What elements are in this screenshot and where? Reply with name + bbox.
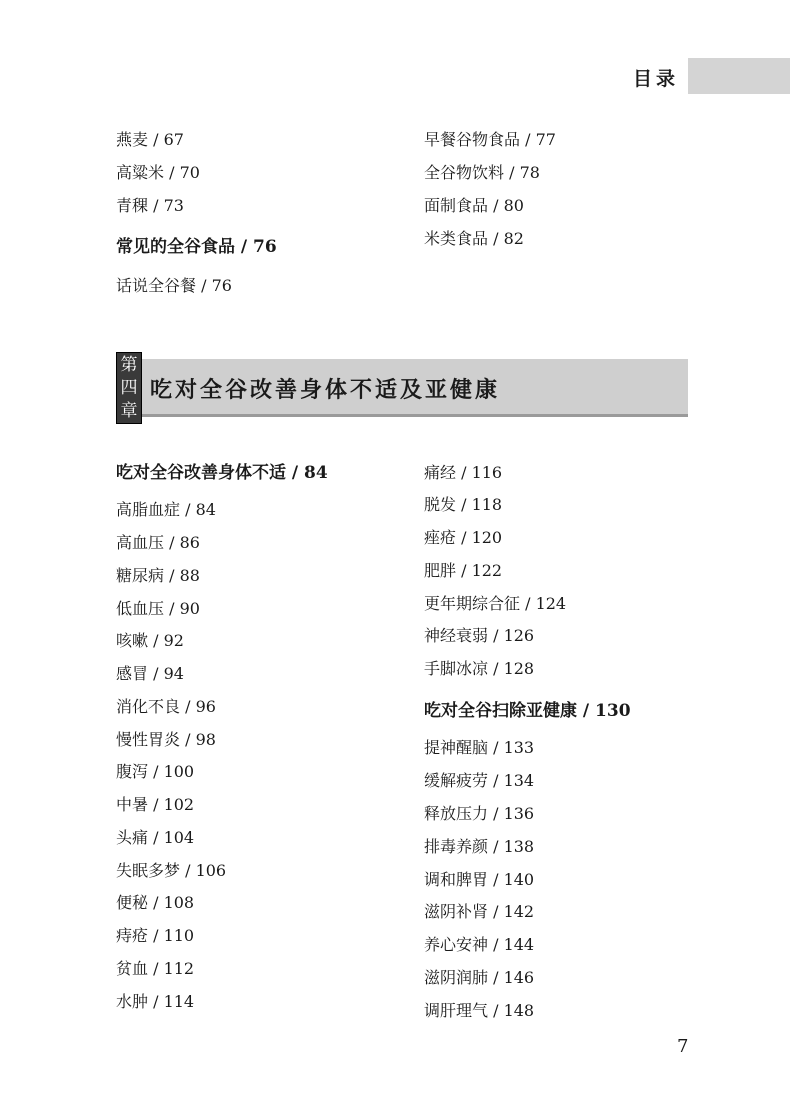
running-head: 目录 <box>633 68 680 90</box>
toc-entry[interactable]: 提神醒脑 / 133 <box>424 738 535 757</box>
toc-entry[interactable]: 脱发 / 118 <box>424 495 503 514</box>
toc-entry[interactable]: 全谷物饮料 / 78 <box>424 163 540 182</box>
chapter-label-char: 第 <box>120 354 138 375</box>
header-tab-decoration <box>688 58 790 94</box>
toc-entry[interactable]: 燕麦 / 67 <box>116 130 184 149</box>
toc-entry[interactable]: 头痛 / 104 <box>116 828 195 847</box>
toc-entry[interactable]: 腹泻 / 100 <box>116 762 195 781</box>
toc-entry[interactable]: 高脂血症 / 84 <box>116 500 216 519</box>
toc-entry[interactable]: 话说全谷餐 / 76 <box>116 276 232 295</box>
toc-entry[interactable]: 低血压 / 90 <box>116 599 200 618</box>
chapter-number-box <box>116 352 142 424</box>
toc-entry[interactable]: 排毒养颜 / 138 <box>424 837 535 856</box>
toc-entry[interactable]: 调和脾胃 / 140 <box>424 870 535 889</box>
toc-section-heading[interactable]: 吃对全谷扫除亚健康 / 130 <box>424 701 631 721</box>
chapter-label-char: 章 <box>120 401 138 422</box>
toc-entry[interactable]: 消化不良 / 96 <box>116 697 216 716</box>
toc-entry[interactable]: 肥胖 / 122 <box>424 561 503 580</box>
toc-entry[interactable]: 米类食品 / 82 <box>424 229 524 248</box>
toc-entry[interactable]: 面制食品 / 80 <box>424 196 524 215</box>
toc-entry[interactable]: 青稞 / 73 <box>116 196 184 215</box>
page-number: 7 <box>677 1036 689 1057</box>
toc-entry[interactable]: 滋阴润肺 / 146 <box>424 968 535 987</box>
toc-entry[interactable]: 神经衰弱 / 126 <box>424 626 535 645</box>
toc-entry[interactable]: 高粱米 / 70 <box>116 163 200 182</box>
toc-entry[interactable]: 水肿 / 114 <box>116 992 195 1011</box>
toc-entry[interactable]: 手脚冰凉 / 128 <box>424 659 535 678</box>
chapter-title[interactable]: 吃对全谷改善身体不适及亚健康 <box>150 378 501 403</box>
toc-entry[interactable]: 更年期综合征 / 124 <box>424 594 567 613</box>
toc-entry[interactable]: 咳嗽 / 92 <box>116 631 184 650</box>
toc-entry[interactable]: 早餐谷物食品 / 77 <box>424 130 556 149</box>
toc-entry[interactable]: 养心安神 / 144 <box>424 935 535 954</box>
toc-entry[interactable]: 失眠多梦 / 106 <box>116 861 227 880</box>
toc-entry[interactable]: 痤疮 / 120 <box>424 528 503 547</box>
toc-entry[interactable]: 中暑 / 102 <box>116 795 195 814</box>
toc-section-heading[interactable]: 吃对全谷改善身体不适 / 84 <box>116 463 328 483</box>
toc-section-heading[interactable]: 常见的全谷食品 / 76 <box>116 237 277 257</box>
toc-entry[interactable]: 调肝理气 / 148 <box>424 1001 535 1020</box>
toc-entry[interactable]: 痛经 / 116 <box>424 463 503 482</box>
chapter-label-char: 四 <box>120 377 138 398</box>
toc-entry[interactable]: 便秘 / 108 <box>116 893 195 912</box>
toc-entry[interactable]: 糖尿病 / 88 <box>116 566 200 585</box>
toc-entry[interactable]: 痔疮 / 110 <box>116 926 195 945</box>
toc-entry[interactable]: 释放压力 / 136 <box>424 804 535 823</box>
toc-entry[interactable]: 贫血 / 112 <box>116 959 195 978</box>
toc-entry[interactable]: 缓解疲劳 / 134 <box>424 771 535 790</box>
toc-entry[interactable]: 慢性胃炎 / 98 <box>116 730 216 749</box>
toc-entry[interactable]: 滋阴补肾 / 142 <box>424 902 535 921</box>
toc-entry[interactable]: 高血压 / 86 <box>116 533 200 552</box>
toc-entry[interactable]: 感冒 / 94 <box>116 664 184 683</box>
